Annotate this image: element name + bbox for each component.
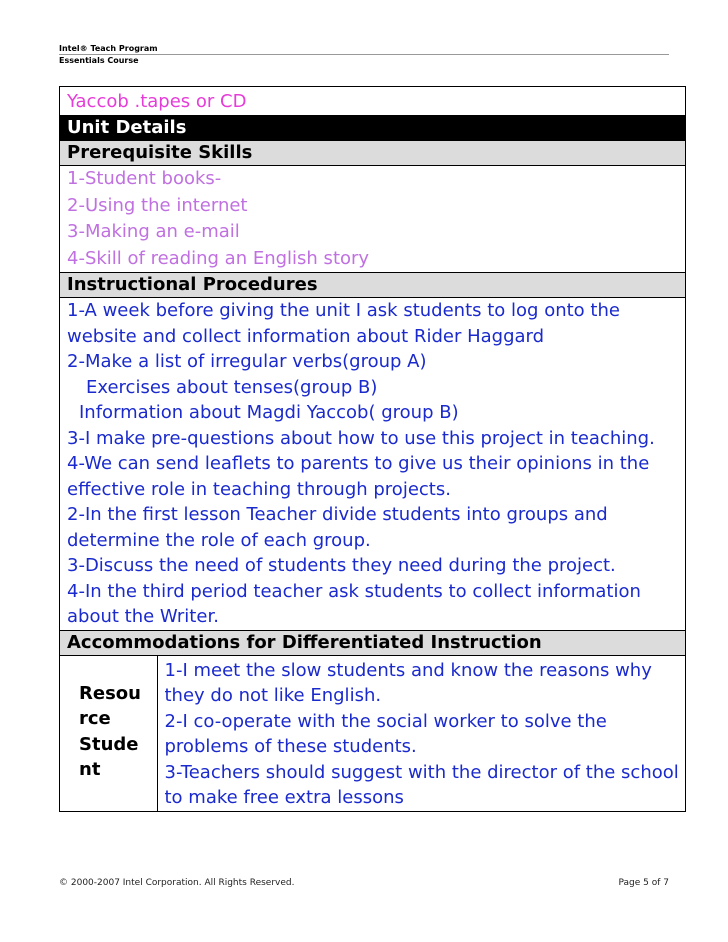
procedure-paragraph: 1-A week before giving the unit I ask students to log onto the website and collect information about Rider Haggard: [67, 300, 620, 347]
accommodations-body: [60, 655, 686, 811]
prerequisite-list: [60, 166, 686, 273]
instructional-heading: Instructional Procedures: [60, 273, 686, 298]
page-number: Page 5 of 7: [618, 878, 669, 888]
procedure-paragraph: 4-We can send leaflets to parents to give us their opinions in the effective role in teaching through projects.: [67, 453, 650, 500]
list-item: 1-I meet the slow students and know the reasons why they do not like English.: [164, 659, 652, 706]
list-item: 3-Teachers should suggest with the director of the school to make free extra lessons: [164, 761, 679, 808]
page-header: [59, 43, 669, 67]
accommodations-heading: Accommodations for Differentiated Instruction: [60, 630, 686, 655]
list-item: 1-Student books-: [67, 168, 222, 189]
resource-student-label: Resou rce Stude nt: [79, 682, 141, 780]
list-item: 2-I co-operate with the social worker to solve the problems of these students.: [164, 710, 607, 757]
accommodations-table: [60, 656, 685, 811]
header-program: Intel® Teach Program: [59, 44, 158, 53]
prerequisite-heading: Prerequisite Skills: [60, 141, 686, 166]
unit-details-heading: Unit Details: [60, 116, 686, 141]
list-item: 3-Making an e-mail: [67, 221, 240, 242]
procedure-paragraph: 4-In the third period teacher ask students to collect information about the Writer.: [67, 580, 641, 627]
procedure-paragraph: Information about Magdi Yaccob( group B): [79, 402, 459, 423]
procedure-paragraph: 2-In the first lesson Teacher divide students into groups and determine the role of each group.: [67, 504, 608, 551]
unit-plan-table: [59, 86, 686, 812]
procedure-paragraph: 3-Discuss the need of students they need during the project.: [67, 555, 616, 576]
instructional-body: [60, 298, 686, 631]
resource-student-text: [157, 656, 685, 811]
procedure-paragraph: Exercises about tenses(group B): [86, 376, 378, 398]
list-item: 2-Using the internet: [67, 194, 248, 216]
list-item: 4-Skill of reading an English story: [67, 247, 370, 269]
procedure-paragraph: 3-I make pre-questions about how to use this project in teaching.: [67, 427, 655, 449]
materials-continuation: Yaccob .tapes or CD: [60, 87, 686, 116]
header-course: Essentials Course: [59, 56, 139, 65]
page-footer: [59, 878, 669, 888]
copyright: © 2000-2007 Intel Corporation. All Rights Reserved.: [59, 878, 295, 888]
procedure-paragraph: 2-Make a list of irregular verbs(group A): [67, 351, 427, 372]
header-divider: [59, 54, 669, 55]
